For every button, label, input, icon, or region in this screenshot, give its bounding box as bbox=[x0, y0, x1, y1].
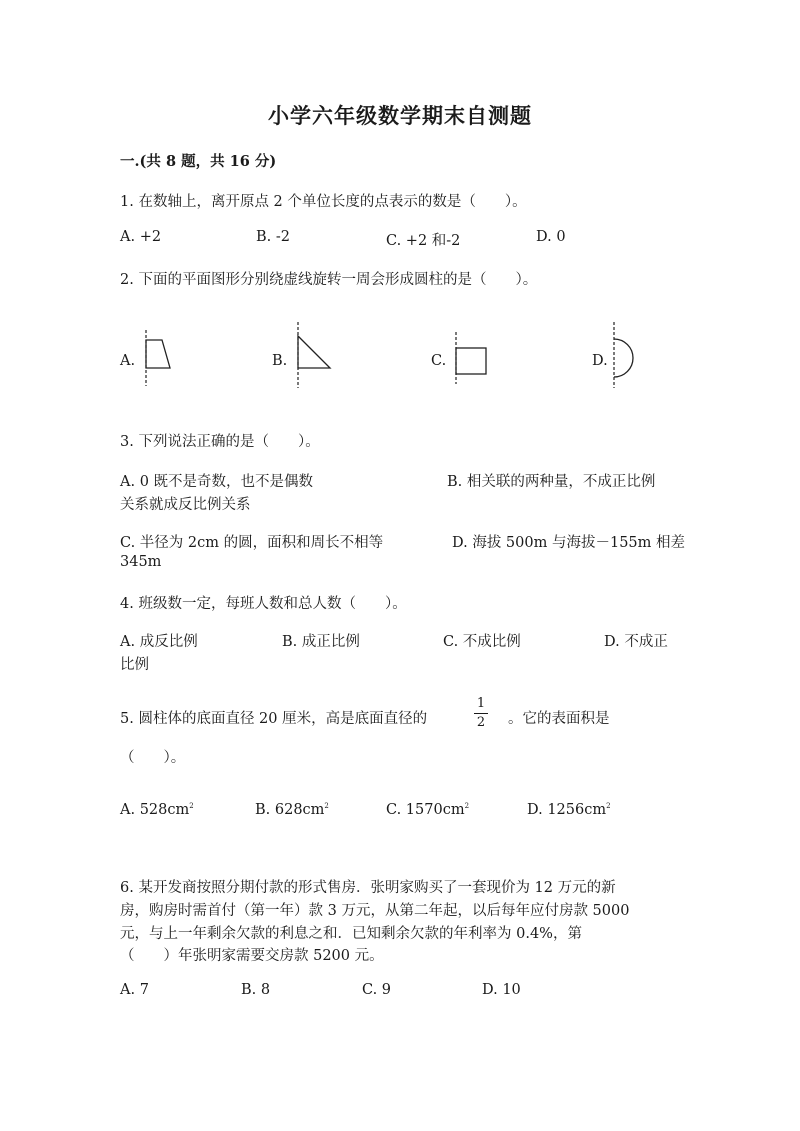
one-half-fraction bbox=[474, 696, 488, 731]
q5-option-c: C. $1570cm^2$ bbox=[386, 802, 470, 818]
rectangle-figure bbox=[450, 332, 492, 384]
question-6-line-3: 元，与上一年剩余欠款的利息之和．已知剩余欠款的年利率为 0.4%，第 bbox=[120, 926, 582, 942]
q2-option-a-label: A. bbox=[120, 353, 136, 369]
q4-option-d-continued: 比例 bbox=[120, 657, 149, 673]
q1-option-d: D. 0 bbox=[536, 229, 566, 245]
q1-option-a: A. +2 bbox=[120, 229, 162, 245]
q4-option-c: C. 不成比例 bbox=[443, 634, 521, 650]
question-5-stem: 5. 圆柱体的底面直径 20 厘米，高是底面直径的 bbox=[120, 711, 428, 727]
question-2-stem: 2. 下面的平面图形分别绕虚线旋转一周会形成圆柱的是（ ）。 bbox=[120, 272, 538, 288]
question-6-line-1: 6. 某开发商按照分期付款的形式售房．张明家购买了一套现价为 12 万元的新 bbox=[120, 880, 616, 896]
q3-option-a: A. 0 既不是奇数，也不是偶数 bbox=[120, 474, 314, 490]
question-3-stem: 3. 下列说法正确的是（ ）。 bbox=[120, 434, 320, 450]
semicircle-figure bbox=[606, 322, 642, 388]
section-heading: 一.(共 8 题，共 16 分) bbox=[120, 153, 277, 170]
question-4-stem: 4. 班级数一定，每班人数和总人数（ ）。 bbox=[120, 596, 407, 612]
q4-option-a: A. 成反比例 bbox=[120, 634, 198, 650]
page-title: 小学六年级数学期末自测题 bbox=[268, 103, 532, 128]
q6-option-b: B. 8 bbox=[241, 982, 271, 998]
q2-option-b-label: B. bbox=[272, 353, 288, 369]
right-triangle-figure bbox=[290, 322, 336, 388]
q3-option-d: D. 海拔 500m 与海拔－155m 相差 bbox=[452, 535, 686, 551]
question-6-line-2: 房，购房时需首付（第一年）款 3 万元，从第二年起，以后每年应付房款 5000 bbox=[120, 903, 630, 919]
q3-option-d-continued: 345m bbox=[120, 554, 162, 570]
q4-option-b: B. 成正比例 bbox=[282, 634, 360, 650]
q3-option-b-continued: 关系就成反比例关系 bbox=[120, 497, 251, 513]
q5-option-a: A. $528cm^2$ bbox=[120, 802, 194, 818]
fraction-denominator: 2 bbox=[476, 715, 486, 730]
question-1-stem: 1. 在数轴上，离开原点 2 个单位长度的点表示的数是（ ）。 bbox=[120, 194, 527, 210]
fraction-bar bbox=[474, 713, 488, 714]
trapezoid-figure bbox=[138, 330, 178, 386]
q4-option-d: D. 不成正 bbox=[604, 634, 668, 650]
fraction-numerator: 1 bbox=[476, 696, 486, 711]
q1-option-b: B. -2 bbox=[256, 229, 290, 245]
q2-option-c-label: C. bbox=[431, 353, 447, 369]
q6-option-d: D. 10 bbox=[482, 982, 521, 998]
q5-option-b: B. $628cm^2$ bbox=[255, 802, 329, 818]
question-6-line-4: （ ）年张明家需要交房款 5200 元。 bbox=[120, 948, 384, 964]
q6-option-c: C. 9 bbox=[362, 982, 392, 998]
question-5-blank: （ ）。 bbox=[120, 750, 186, 766]
q6-option-a: A. 7 bbox=[120, 982, 149, 998]
q2-option-d-label: D. bbox=[592, 353, 608, 369]
q5-option-d: D. $1256cm^2$ bbox=[527, 802, 611, 818]
question-5-stem-tail: 。它的表面积是 bbox=[508, 711, 610, 727]
q1-option-c: C. +2 和-2 bbox=[386, 233, 461, 249]
q3-option-c: C. 半径为 2cm 的圆，面积和周长不相等 bbox=[120, 535, 384, 551]
q3-option-b: B. 相关联的两种量，不成正比例 bbox=[447, 474, 656, 490]
